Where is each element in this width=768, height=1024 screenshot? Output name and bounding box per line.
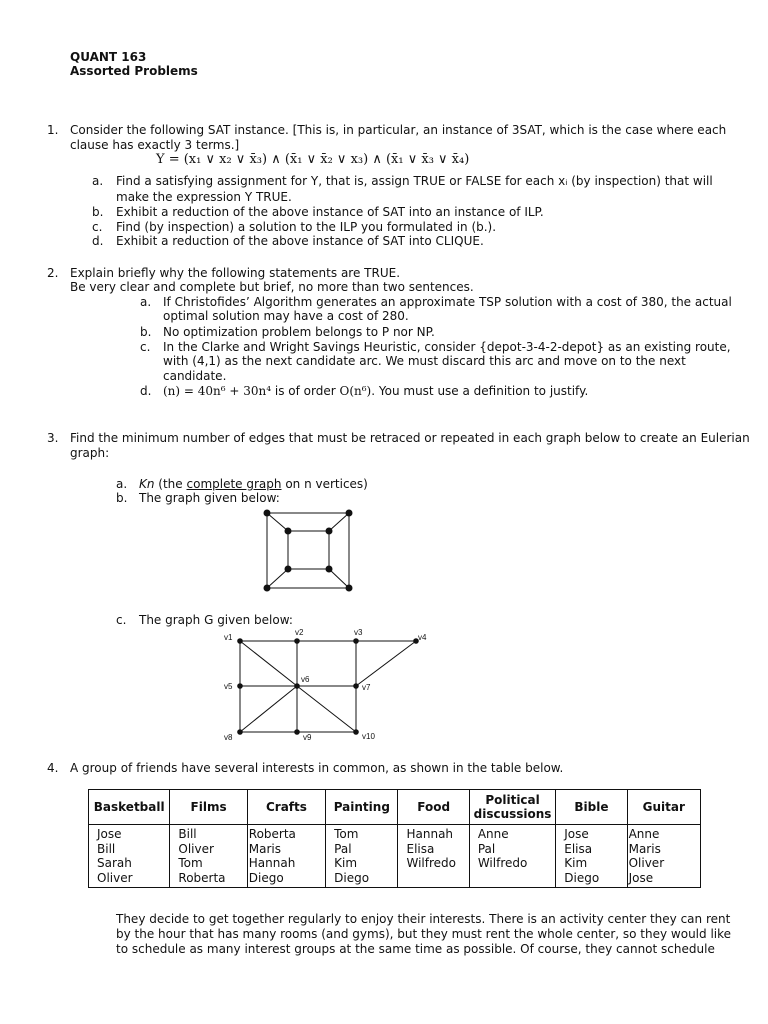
graph-g-vertex-v5 <box>237 683 243 689</box>
cell-food: Hannah Elisa Wilfredo <box>398 825 469 888</box>
header-painting: Painting <box>326 790 398 825</box>
table-header-row <box>89 790 701 825</box>
q1-formula: Y = (x₁ ∨ x₂ ∨ x̄₃) ∧ (x̄₁ ∨ x̄₂ ∨ x₃) ∧ (x̄₁ ∨ x̄₃ ∨ x̄₄) <box>156 152 470 167</box>
q2c-label: c. <box>140 340 151 354</box>
q2c-line2: with (4,1) as the next candidate arc. We must discard this arc and move on to the next <box>163 354 686 368</box>
q1b-text: Exhibit a reduction of the above instance of SAT into an instance of ILP. <box>116 205 544 219</box>
q3a-kn: Kn <box>139 477 155 491</box>
graph-g-vertex-v7 <box>353 683 359 689</box>
q1d-label: d. <box>92 234 104 248</box>
q2b-label: b. <box>140 325 152 339</box>
graph-g-vertex-v2 <box>294 638 300 644</box>
graph-g-vertex-v8 <box>237 729 243 735</box>
q3a-post: on n vertices) <box>281 477 368 491</box>
q3a-label: a. <box>116 477 128 491</box>
graph-g-vertex-v3 <box>353 638 359 644</box>
q2-text-line2: Be very clear and complete but brief, no more than two sentences. <box>70 280 474 294</box>
vertex-label-v2: v2 <box>295 628 304 637</box>
graph-g-edge <box>356 641 416 686</box>
complete-graph-link[interactable]: complete graph <box>186 477 282 491</box>
graph-g-vertex-v9 <box>294 729 300 735</box>
cell-films: Bill Oliver Tom Roberta <box>170 825 247 888</box>
q1c-text: Find (by inspection) a solution to the ILP you formulated in (b.). <box>116 220 497 234</box>
q3b-label: b. <box>116 491 128 505</box>
q3c-text: The graph G given below: <box>139 613 293 627</box>
q2c-line3: candidate. <box>163 369 227 383</box>
graph-g-vertex-v1 <box>237 638 243 644</box>
q2b-text: No optimization problem belongs to P nor NP. <box>163 325 435 339</box>
q2d-mid: is of order <box>271 384 340 398</box>
interests-table <box>88 789 701 888</box>
q2d-math: (n) = 40n⁶ + 30n⁴ <box>163 384 272 398</box>
vertex-label-v8: v8 <box>224 733 233 742</box>
header-food: Food <box>398 790 469 825</box>
graph-g-vertex-v10 <box>353 729 359 735</box>
table-row <box>89 825 701 888</box>
vertex-label-v5: v5 <box>224 682 233 691</box>
q1c-label: c. <box>92 220 103 234</box>
q1a-line2: make the expression Y TRUE. <box>116 190 292 204</box>
q3b-text: The graph given below: <box>139 491 280 505</box>
cell-bible: Jose Elisa Kim Diego <box>556 825 627 888</box>
graph-g-edge <box>240 641 297 686</box>
q2a-line2: optimal solution may have a cost of 280. <box>163 309 409 323</box>
header-crafts: Crafts <box>247 790 325 825</box>
q3a-pre: (the <box>154 477 187 491</box>
header-basketball: Basketball <box>89 790 170 825</box>
graph-g-edge <box>240 686 297 732</box>
course-title: QUANT 163 <box>70 50 147 64</box>
page-subtitle: Assorted Problems <box>70 64 198 78</box>
q4-para-line2: by the hour that has many rooms (and gyms), but they must rent the whole center, so they would like <box>116 927 732 941</box>
q1b-label: b. <box>92 205 104 219</box>
q3-text-line1: Find the minimum number of edges that must be retraced or repeated in each graph below to create an Eulerian <box>70 431 750 445</box>
header-bible: Bible <box>556 790 627 825</box>
q3-text-line2: graph: <box>70 446 110 460</box>
vertex-label-v9: v9 <box>303 733 312 742</box>
q1a-label: a. <box>92 174 104 188</box>
q1a-line1: Find a satisfying assignment for Y, that is, assign TRUE or FALSE for each xᵢ (by inspection) that will <box>116 174 713 188</box>
q2d-tail: . You must use a definition to justify. <box>371 384 589 398</box>
vertex-label-v3: v3 <box>354 628 363 637</box>
cell-painting: Tom Pal Kim Diego <box>326 825 398 888</box>
cell-political-discussions: Anne Pal Wilfredo <box>469 825 555 888</box>
q4-para-line3: to schedule as many interest groups at the same time as possible. Of course, they cannot schedule <box>116 942 715 956</box>
q3-number: 3. <box>47 431 59 445</box>
q2-text-line1: Explain briefly why the following statements are TRUE. <box>70 266 401 280</box>
q4-para-line1: They decide to get together regularly to enjoy their interests. There is an activity center they can rent <box>116 912 731 926</box>
q4-text-line1: A group of friends have several interests in common, as shown in the table below. <box>70 761 564 775</box>
q2d-label: d. <box>140 384 152 398</box>
cell-crafts: Roberta Maris Hannah Diego <box>247 825 325 888</box>
cell-guitar: Anne Maris Oliver Jose <box>627 825 700 888</box>
vertex-label-v10: v10 <box>362 732 375 741</box>
q1d-text: Exhibit a reduction of the above instance of SAT into CLIQUE. <box>116 234 484 248</box>
q2a-line1: If Christofides’ Algorithm generates an approximate TSP solution with a cost of 380, the actual <box>163 295 732 309</box>
vertex-label-v1: v1 <box>224 633 233 642</box>
q3c-label: c. <box>116 613 127 627</box>
q2-number: 2. <box>47 266 59 280</box>
header-films: Films <box>170 790 247 825</box>
vertex-label-v4: v4 <box>418 633 427 642</box>
graph-g-edge <box>297 686 356 732</box>
vertex-label-v7: v7 <box>362 683 371 692</box>
graph-g-vertex-v6 <box>294 683 300 689</box>
vertex-label-v6: v6 <box>301 675 310 684</box>
q4-number: 4. <box>47 761 59 775</box>
header-political-discussions: Political discussions <box>469 790 555 825</box>
q2a-label: a. <box>140 295 152 309</box>
q1-number: 1. <box>47 123 59 137</box>
cell-basketball: Jose Bill Sarah Oliver <box>89 825 170 888</box>
q2d-order: O(n⁶) <box>339 384 372 398</box>
q2c-line1: In the Clarke and Wright Savings Heuristic, consider {depot-3-4-2-depot} as an existing route, <box>163 340 731 354</box>
q1-text-line2: clause has exactly 3 terms.] <box>70 138 240 152</box>
header-guitar: Guitar <box>627 790 700 825</box>
q1-text-line1: Consider the following SAT instance. [This is, in particular, an instance of 3SAT, which is the case where each <box>70 123 727 137</box>
